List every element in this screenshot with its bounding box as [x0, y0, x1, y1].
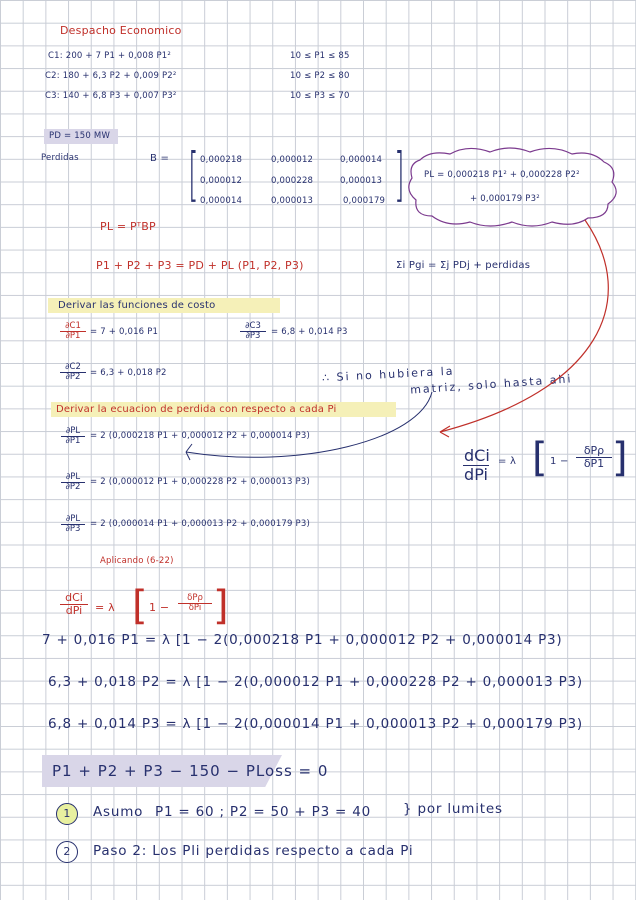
b-cell: 0,000218 — [200, 155, 243, 165]
cost-c1: C1: 200 + 7 P1 + 0,008 P1² — [48, 51, 172, 61]
section-loss-title: Derivar la ecuacion de perdida con respecto a cada Pi — [56, 404, 337, 415]
step-2-badge: 2 — [56, 841, 78, 863]
b-cell: 0,000228 — [271, 176, 314, 186]
dpl2-num: ∂PL — [61, 473, 85, 483]
dc3-den: ∂P3 — [245, 331, 261, 342]
dpl2-rhs: = 2 (0,000012 P1 + 0,000228 P2 + 0,000013 P3) — [90, 477, 310, 487]
main-inner-num: δPρ — [178, 594, 212, 604]
main-one: 1 − — [149, 601, 170, 614]
step-2-text: Paso 2: Los Pli perdidas respecto a cada Pi — [93, 843, 414, 859]
lagrange-eq-1: 7 + 0,016 P1 = λ [1 − 2(0,000218 P1 + 0,000012 P2 + 0,000014 P3) — [42, 632, 563, 648]
dc2-num: ∂C2 — [60, 363, 86, 373]
power-balance: P1 + P2 + P3 = PD + PL (P1, P2, P3) — [96, 259, 304, 272]
dc3-rhs: = 6,8 + 0,014 P3 — [271, 327, 348, 337]
pl-expansion-line1: PL = 0,000218 P1² + 0,000228 P2² — [424, 170, 580, 180]
b-cell: 0,000012 — [271, 155, 314, 165]
arrow-head-red — [440, 426, 450, 437]
dpl3-den: ∂P3 — [65, 524, 81, 535]
dpl1-rhs: = 2 (0,000218 P1 + 0,000012 P2 + 0,000014 P3) — [90, 431, 310, 441]
ploss-equation: P1 + P2 + P3 − 150 − PLoss = 0 — [52, 762, 329, 780]
side-inner-den: δP1 — [583, 457, 605, 471]
side-one: 1 − — [550, 456, 569, 467]
side-inner-num: δPρ — [576, 445, 612, 458]
limit-p1: 10 ≤ P1 ≤ 85 — [290, 51, 350, 61]
main-right-bracket: ] — [213, 583, 229, 629]
dc2-rhs: = 6,3 + 0,018 P2 — [90, 368, 167, 378]
section-cost-title: Derivar las funciones de costo — [58, 300, 216, 311]
b-cell: 0,000013 — [271, 196, 314, 206]
pl-expansion-line2: + 0,000179 P3² — [470, 194, 540, 204]
step-1-tail: } por lumites — [403, 801, 503, 817]
step-1-values: P1 = 60 ; P2 = 50 + P3 = 40 — [155, 804, 372, 820]
side-den: dPi — [464, 464, 488, 484]
main-num: dCi — [60, 592, 88, 605]
side-left-bracket: [ — [532, 435, 548, 481]
dpl1-num: ∂PL — [61, 427, 85, 437]
b-cell: 0,000014 — [200, 196, 243, 206]
b-label: B = — [150, 153, 170, 164]
side-lambda: = λ — [498, 456, 517, 467]
cost-c2: C2: 180 + 6,3 P2 + 0,009 P2² — [45, 71, 177, 81]
lagrange-eq-2: 6,3 + 0,018 P2 = λ [1 − 2(0,000012 P1 + 0,000228 P2 + 0,000013 P3) — [48, 674, 583, 690]
dpl2-den: ∂P2 — [65, 482, 81, 493]
dc1-den: ∂P1 — [65, 331, 81, 342]
step-1-badge: 1 — [56, 803, 78, 825]
limit-p2: 10 ≤ P2 ≤ 80 — [290, 71, 350, 81]
b-cell: 0,000179 — [343, 196, 386, 206]
cost-c3: C3: 140 + 6,8 P3 + 0,007 P3² — [45, 91, 177, 101]
matrix-right-bracket: ] — [394, 140, 405, 208]
step-1-text: Asumo — [93, 804, 144, 820]
dc1-num: ∂C1 — [60, 322, 86, 332]
side-right-bracket: ] — [612, 435, 628, 481]
dpl3-rhs: = 2 (0,000014 P1 + 0,000013 P2 + 0,000179 P3) — [90, 519, 310, 529]
main-left-bracket: [ — [132, 583, 148, 629]
pl-cloud-outline — [409, 148, 616, 226]
aplicando-label: Aplicando (6-22) — [100, 556, 174, 566]
main-inner-den: δPi — [188, 603, 202, 614]
matrix-left-bracket: [ — [188, 140, 199, 208]
note-line1: ∴ Si no hubiera la — [321, 364, 455, 385]
pd-value: PD = 150 MW — [49, 131, 111, 141]
note-pointer-arrow — [186, 392, 432, 457]
side-num: dCi — [464, 446, 490, 465]
sum-equation: Σi Pgi = Σj PDj + perdidas — [396, 260, 531, 271]
main-lambda: = λ — [95, 601, 115, 614]
dpl3-num: ∂PL — [61, 515, 85, 525]
lagrange-eq-3: 6,8 + 0,014 P3 = λ [1 − 2(0,000014 P1 + 0,000013 P2 + 0,000179 P3) — [48, 716, 583, 732]
b-cell: 0,000012 — [200, 176, 243, 186]
pl-formula: PL = PᵀBP — [100, 220, 156, 233]
dpl1-den: ∂P1 — [65, 436, 81, 447]
dc1-rhs: = 7 + 0,016 P1 — [90, 327, 159, 337]
dc2-den: ∂P2 — [65, 372, 81, 383]
perdidas-label: Perdidas — [41, 153, 79, 163]
b-cell: 0,000013 — [340, 176, 383, 186]
main-den: dPi — [65, 604, 83, 618]
dc3-num: ∂C3 — [240, 322, 266, 332]
page-title: Despacho Economico — [60, 24, 182, 37]
note-line2: matriz, solo hasta ahi — [409, 372, 573, 397]
limit-p3: 10 ≤ P3 ≤ 70 — [290, 91, 350, 101]
b-cell: 0,000014 — [340, 155, 383, 165]
cloud-to-loss-arrow — [440, 220, 608, 432]
